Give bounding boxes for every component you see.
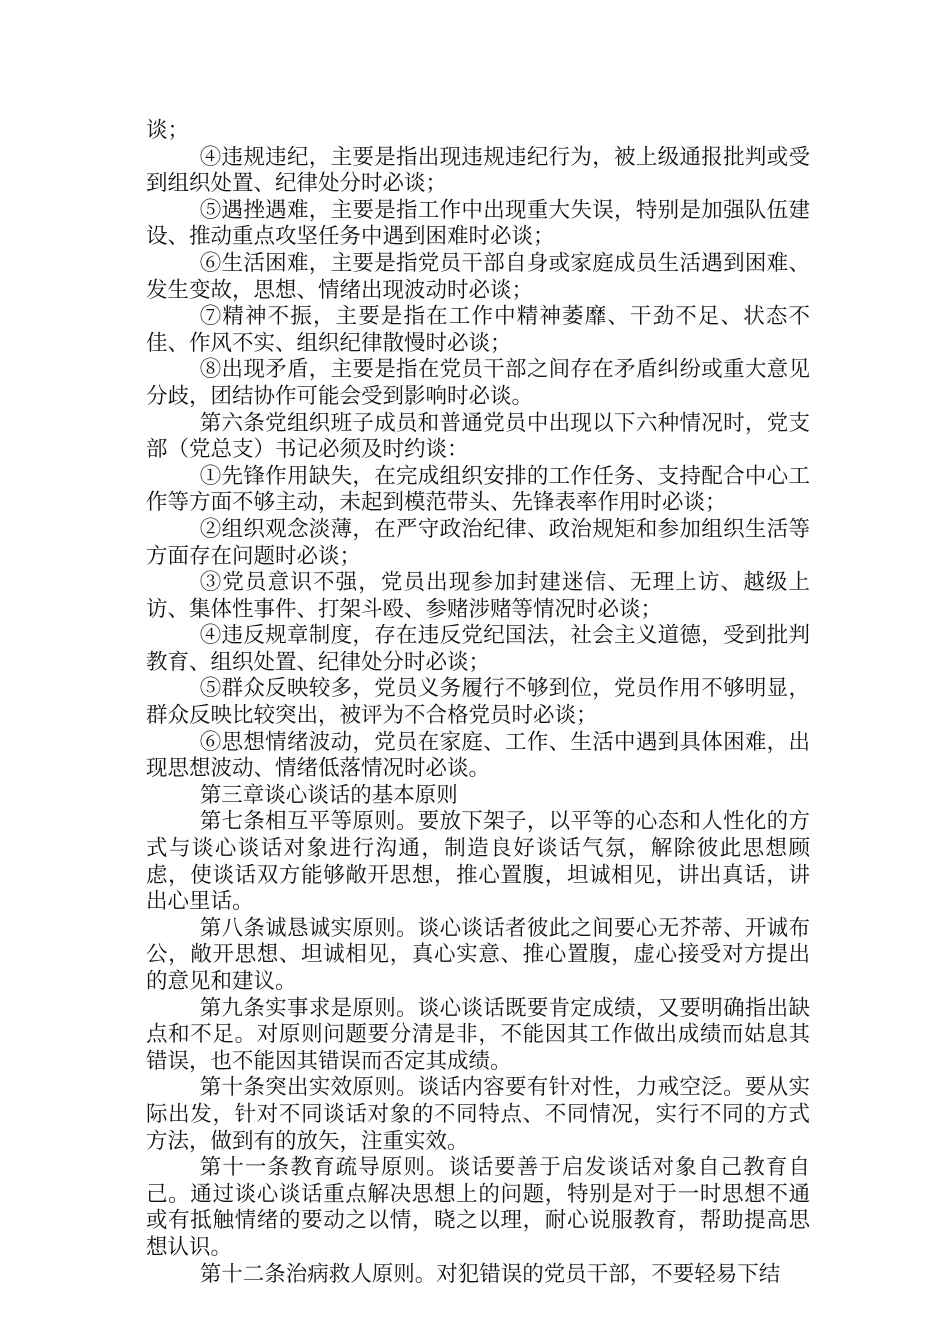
body-paragraph: 第十一条教育疏导原则。谈话要善于启发谈话对象自己教育自己。通过谈心谈话重点解决思想上的问题，特别是对于一时思想不通或有抵触情绪的要动之以情，晓之以理，耐心说服教育，帮助提高思想认识。 bbox=[146, 1155, 810, 1260]
body-paragraph: 第十条突出实效原则。谈话内容要有针对性，力戒空泛。要从实际出发，针对不同谈话对象的不同特点、不同情况，实行不同的方式方法，做到有的放矢，注重实效。 bbox=[146, 1075, 810, 1154]
body-paragraph: 第七条相互平等原则。要放下架子，以平等的心态和人性化的方式与谈心谈话对象进行沟通，制造良好谈话气氛，解除彼此思想顾虑，使谈话双方能够敞开思想，推心置腹，坦诚相见，讲出真话，讲出心里话。 bbox=[146, 809, 810, 915]
body-paragraph: 第三章谈心谈话的基本原则 bbox=[199, 782, 458, 808]
body-paragraph: 第九条实事求是原则。谈心谈话既要肯定成绩，又要明确指出缺点和不足。对原则问题要分清是非，不能因其工作做出成绩而姑息其错误，也不能因其错误而否定其成绩。 bbox=[146, 995, 810, 1074]
body-paragraph: ⑤遇挫遇难，主要是指工作中出现重大失误，特别是加强队伍建设、推动重点攻坚任务中遇到困难时必谈； bbox=[146, 197, 810, 250]
body-paragraph: 第十二条治病救人原则。对犯错误的党员干部，不要轻易下结 bbox=[199, 1261, 781, 1287]
body-paragraph: 谈； bbox=[146, 118, 190, 143]
body-paragraph: 第八条诚恳诚实原则。谈心谈话者彼此之间要心无芥蒂、开诚布公，敞开思想、坦诚相见，真心实意、推心置腹，虚心接受对方提出的意见和建议。 bbox=[146, 915, 810, 994]
body-paragraph: ⑥思想情绪波动，党员在家庭、工作、生活中遇到具体困难，出现思想波动、情绪低落情况时必谈。 bbox=[146, 729, 810, 782]
body-paragraph: ⑤群众反映较多，党员义务履行不够到位，党员作用不够明显，群众反映比较突出，被评为不合格党员时必谈； bbox=[146, 676, 810, 729]
body-paragraph: ④违规违纪，主要是指出现违规违纪行为，被上级通报批判或受到组织处置、纪律处分时必谈； bbox=[146, 144, 810, 197]
body-paragraph: ③党员意识不强，党员出现参加封建迷信、无理上访、越级上访、集体性事件、打架斗殴、参赌涉赌等情况时必谈； bbox=[146, 570, 810, 622]
document-page bbox=[146, 118, 810, 1288]
body-paragraph: ②组织观念淡薄，在严守政治纪律、政治规矩和参加组织生活等方面存在问题时必谈； bbox=[146, 516, 810, 569]
body-paragraph: 第六条党组织班子成员和普通党员中出现以下六种情况时，党支部（党总支）书记必须及时约谈： bbox=[146, 410, 810, 463]
body-paragraph: ⑦精神不振，主要是指在工作中精神萎靡、干劲不足、状态不佳、作风不实、组织纪律散慢时必谈； bbox=[146, 304, 810, 356]
body-paragraph: ④违反规章制度，存在违反党纪国法，社会主义道德，受到批判教育、组织处置、纪律处分时必谈； bbox=[146, 623, 810, 675]
body-paragraph: ⑥生活困难，主要是指党员干部自身或家庭成员生活遇到困难、发生变故，思想、情绪出现波动时必谈； bbox=[146, 250, 810, 303]
body-paragraph: ⑧出现矛盾，主要是指在党员干部之间存在矛盾纠纷或重大意见分歧，团结协作可能会受到影响时必谈。 bbox=[146, 357, 810, 409]
body-paragraph: ①先锋作用缺失，在完成组织安排的工作任务、支持配合中心工作等方面不够主动，未起到模范带头、先锋表率作用时必谈； bbox=[146, 463, 810, 516]
